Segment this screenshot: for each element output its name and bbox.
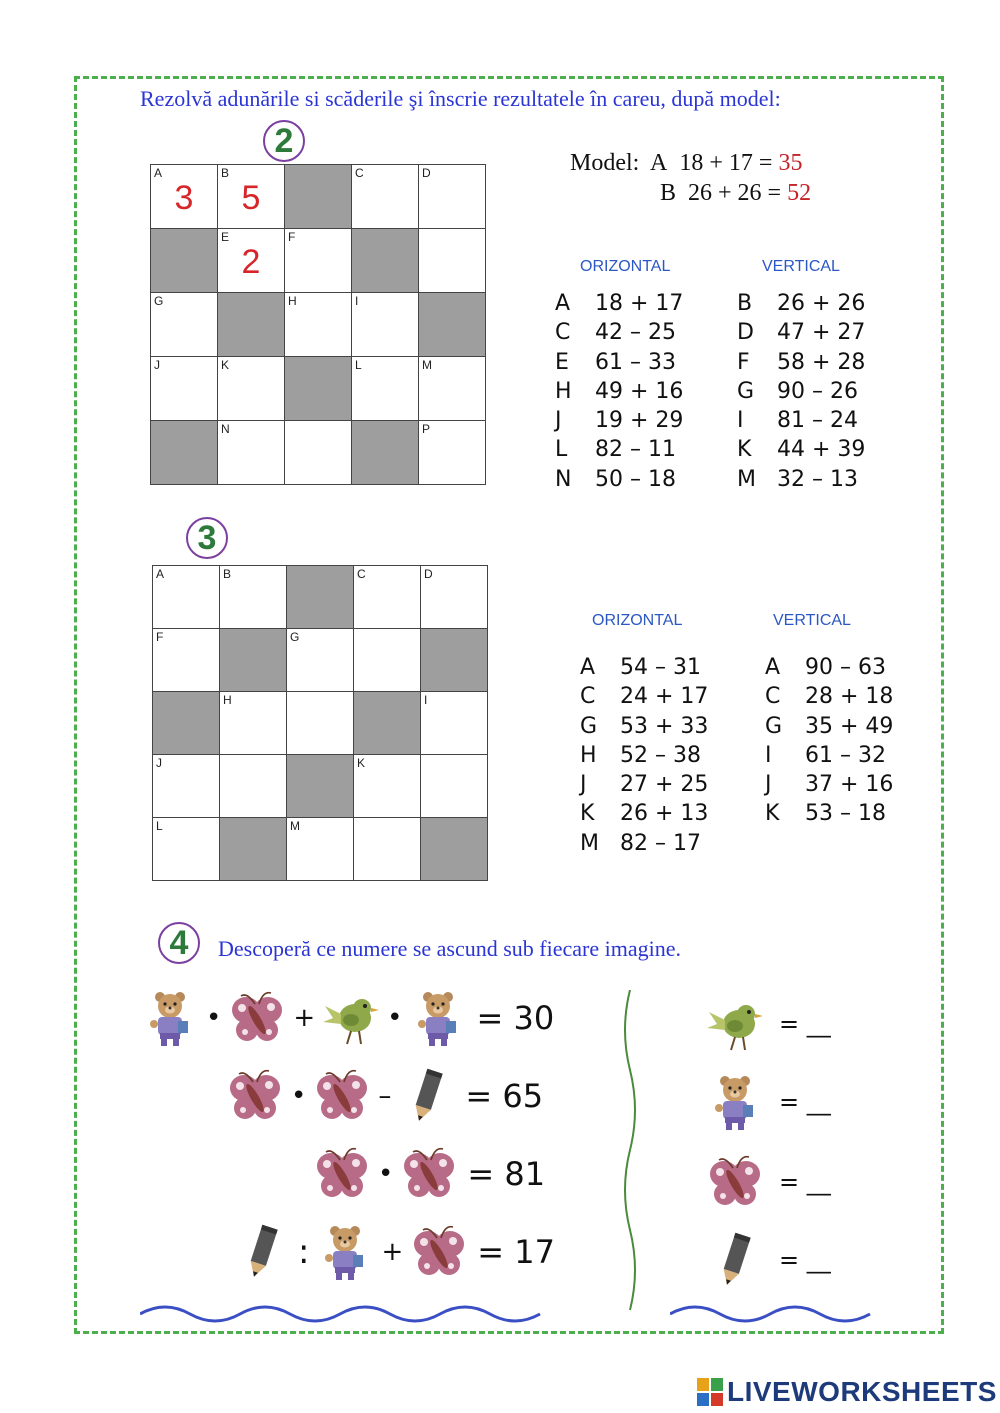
clue-expression: 52 – 38	[620, 742, 701, 768]
clue-item	[580, 770, 708, 799]
clue-letter: D	[737, 320, 754, 346]
grid3-cell	[421, 629, 488, 692]
grid3-cell[interactable]	[153, 566, 220, 629]
clue-expression: 90 – 26	[777, 378, 858, 404]
equation-3	[312, 1144, 545, 1204]
clue-expression: 53 – 18	[805, 801, 886, 827]
grid3-cell[interactable]	[220, 755, 287, 818]
cell-answer: 5	[241, 179, 261, 217]
cell-letter: F	[288, 230, 296, 244]
clue-expression: 28 + 18	[805, 684, 894, 710]
clue-letter: K	[737, 437, 752, 463]
answer-bear	[705, 1072, 831, 1132]
grid2-cell[interactable]	[218, 357, 285, 421]
grid2-cell[interactable]	[218, 165, 285, 229]
clue-item	[737, 377, 865, 406]
cell-letter: E	[221, 230, 230, 244]
clue-item	[580, 682, 708, 711]
grid2-cell[interactable]	[352, 293, 419, 357]
grid3-cell	[153, 692, 220, 755]
grid2-cell[interactable]	[151, 165, 218, 229]
grid3-cell[interactable]	[153, 629, 220, 692]
clue-item	[580, 653, 708, 682]
bear-icon	[140, 988, 200, 1048]
equation-3-result: = 81	[467, 1155, 546, 1193]
clue-letter: A	[580, 655, 596, 680]
grid3-cell[interactable]	[354, 818, 421, 881]
grid2-cell	[218, 293, 285, 357]
clue-expression: 61 – 32	[805, 742, 886, 768]
grid2-cell	[352, 421, 419, 485]
clue-letter: J	[580, 772, 587, 798]
clue-expression: 35 + 49	[805, 713, 894, 739]
cell-letter: D	[422, 166, 431, 180]
clue-letter: K	[580, 801, 595, 827]
clue-letter: M	[580, 830, 599, 856]
clue-item	[580, 799, 708, 828]
clue-expression: 37 + 16	[805, 772, 894, 798]
butterfly-icon	[225, 1066, 285, 1126]
pencil-icon	[397, 1066, 457, 1126]
clue-item	[555, 465, 683, 494]
model-result-a: 35	[778, 150, 803, 176]
operator-dot: •	[206, 1003, 222, 1033]
equation-4-result: = 17	[477, 1233, 555, 1271]
cell-answer: 3	[174, 179, 194, 217]
operator-plus: +	[293, 1003, 316, 1033]
operator-plus: +	[381, 1237, 404, 1267]
clue-letter: C	[765, 684, 781, 710]
grid3-cell	[287, 755, 354, 818]
equation-1-result: = 30	[476, 999, 555, 1037]
clue-letter: M	[737, 466, 756, 492]
grid3-cell	[354, 692, 421, 755]
model-line-b	[660, 180, 811, 207]
operator-dot: •	[291, 1081, 307, 1111]
butterfly-icon	[399, 1144, 459, 1204]
clue-expression: 90 – 63	[805, 655, 886, 680]
clue-letter: L	[555, 437, 568, 463]
logo-badge-icon	[697, 1378, 723, 1406]
grid2-cell	[285, 357, 352, 421]
cell-letter: H	[288, 294, 297, 308]
grid2-cell	[419, 293, 486, 357]
answer-butterfly	[705, 1152, 831, 1212]
cell-letter: H	[223, 693, 232, 707]
exercise-number-3: 3	[186, 517, 228, 559]
vertical-heading-2: VERTICAL	[762, 258, 840, 275]
pencil-icon	[232, 1222, 292, 1282]
grid2-cell[interactable]	[419, 421, 486, 485]
model-line-a	[570, 150, 802, 177]
bottom-wave-left	[140, 1300, 550, 1326]
cell-letter: J	[156, 756, 162, 770]
clue-expression: 32 – 13	[777, 466, 858, 492]
clue-expression: 61 – 33	[595, 349, 676, 375]
clue-item	[580, 829, 708, 858]
clue-expression: 26 + 26	[777, 291, 866, 316]
cell-letter: F	[156, 630, 164, 644]
grid3-cell[interactable]	[153, 755, 220, 818]
clue-item	[765, 682, 893, 711]
cell-letter: N	[221, 422, 230, 436]
clue-letter: J	[765, 772, 772, 798]
answer-pencil	[705, 1230, 831, 1290]
grid3-cell	[220, 629, 287, 692]
exercise-4-instruction: Descoperă ce numere se ascund sub fiecare imagine.	[218, 936, 681, 961]
cell-letter: A	[154, 166, 163, 180]
grid3-cell[interactable]	[153, 818, 220, 881]
grid2-cell[interactable]	[419, 229, 486, 293]
clue-letter: G	[737, 378, 755, 404]
model-letter-a: A	[650, 150, 668, 176]
grid2-cell[interactable]	[285, 421, 352, 485]
cell-letter: I	[355, 294, 359, 308]
clue-letter: K	[765, 801, 780, 827]
cell-answer: 2	[241, 243, 261, 281]
orizontal-clues-2	[555, 289, 683, 494]
grid3-cell[interactable]	[220, 692, 287, 755]
orizontal-clues-3	[580, 653, 708, 858]
equation-1	[140, 988, 554, 1048]
equation-2	[225, 1066, 543, 1126]
clue-expression: 81 – 24	[777, 408, 858, 434]
clue-expression: 82 – 17	[620, 830, 701, 856]
cell-letter: G	[154, 294, 164, 308]
operator-colon: :	[298, 1232, 310, 1272]
vertical-heading-3: VERTICAL	[773, 612, 851, 629]
grid2-cell[interactable]	[285, 293, 352, 357]
clue-letter: I	[737, 408, 744, 434]
equation-4	[232, 1222, 555, 1282]
clue-item	[555, 348, 683, 377]
clue-expression: 19 + 29	[595, 408, 684, 434]
clue-letter: E	[555, 349, 569, 375]
grid3-cell	[220, 818, 287, 881]
grid2-cell	[352, 229, 419, 293]
clue-item	[737, 348, 865, 377]
cell-letter: K	[357, 756, 366, 770]
grid2-cell[interactable]	[151, 293, 218, 357]
exercise-number-4: 4	[158, 922, 200, 964]
clue-expression: 42 – 25	[595, 320, 676, 346]
grid3-cell	[287, 566, 354, 629]
grid2-cell[interactable]	[285, 229, 352, 293]
vertical-clues-3	[765, 653, 893, 829]
clue-letter: B	[737, 291, 753, 316]
grid2-cell[interactable]	[419, 357, 486, 421]
pencil-icon	[705, 1230, 765, 1290]
clue-item	[737, 435, 865, 464]
clue-item	[737, 318, 865, 347]
clue-item	[765, 741, 893, 770]
operator-dot: •	[378, 1159, 394, 1189]
clue-expression: 47 + 27	[777, 320, 866, 346]
grid2-cell	[285, 165, 352, 229]
grid3-cell[interactable]	[287, 818, 354, 881]
cell-letter: M	[290, 819, 300, 833]
clue-letter: A	[765, 655, 781, 680]
grid3-cell	[421, 818, 488, 881]
grid3-cell[interactable]	[421, 755, 488, 818]
cell-letter: L	[355, 358, 362, 372]
clue-item	[765, 653, 893, 682]
grid3-cell[interactable]	[354, 629, 421, 692]
grid2-cell	[151, 229, 218, 293]
clue-expression: 24 + 17	[620, 684, 709, 710]
grid2-cell[interactable]	[218, 229, 285, 293]
butterfly-icon	[227, 988, 287, 1048]
cell-letter: I	[424, 693, 428, 707]
grid2-cell[interactable]	[419, 165, 486, 229]
grid3-cell[interactable]	[287, 629, 354, 692]
clue-expression: 27 + 25	[620, 772, 709, 798]
cell-letter: C	[357, 567, 366, 581]
grid2-cell	[151, 421, 218, 485]
grid3-cell[interactable]	[421, 692, 488, 755]
answer-pencil-blank[interactable]: = __	[779, 1246, 831, 1274]
exercise-number-2: 2	[263, 120, 305, 162]
model-result-b: 52	[787, 180, 812, 206]
crossword-grid-3	[152, 565, 488, 881]
answer-bird	[705, 994, 831, 1054]
clue-expression: 58 + 28	[777, 349, 866, 375]
bird-icon	[321, 988, 381, 1048]
clue-letter: H	[555, 378, 572, 404]
clue-item	[765, 770, 893, 799]
answer-butterfly-blank[interactable]: = __	[779, 1168, 831, 1196]
grid3-cell[interactable]	[421, 566, 488, 629]
cell-letter: M	[422, 358, 432, 372]
grid3-cell[interactable]	[287, 692, 354, 755]
clue-letter: A	[555, 291, 571, 316]
clue-letter: G	[765, 713, 783, 739]
clue-letter: C	[555, 320, 571, 346]
model-letter-b: B	[660, 180, 677, 206]
butterfly-icon	[312, 1066, 372, 1126]
clue-item	[555, 289, 683, 318]
orizontal-heading-2: ORIZONTAL	[580, 258, 671, 275]
butterfly-icon	[409, 1222, 469, 1282]
clue-item	[555, 406, 683, 435]
cell-letter: K	[221, 358, 230, 372]
clue-letter: I	[765, 742, 772, 768]
clue-item	[737, 289, 865, 318]
cell-letter: B	[221, 166, 230, 180]
vertical-clues-2	[737, 289, 865, 494]
operator-minus: –	[378, 1081, 392, 1111]
liveworksheets-logo[interactable]	[697, 1376, 997, 1408]
clue-expression: 49 + 16	[595, 378, 684, 404]
clue-item	[555, 318, 683, 347]
grid3-cell[interactable]	[354, 566, 421, 629]
clue-letter: N	[555, 466, 572, 492]
cell-letter: J	[154, 358, 160, 372]
clue-expression: 26 + 13	[620, 801, 709, 827]
clue-letter: C	[580, 684, 596, 710]
cell-letter: A	[156, 567, 165, 581]
orizontal-heading-3: ORIZONTAL	[592, 612, 683, 629]
cell-letter: P	[422, 422, 431, 436]
grid2-cell[interactable]	[218, 421, 285, 485]
clue-item	[737, 465, 865, 494]
wavy-divider	[618, 990, 642, 1330]
butterfly-icon	[705, 1152, 765, 1212]
clue-item	[765, 712, 893, 741]
grid3-cell[interactable]	[220, 566, 287, 629]
clue-item	[765, 799, 893, 828]
clue-expression: 18 + 17	[595, 291, 684, 316]
bear-icon	[705, 1072, 765, 1132]
model-expr-b: 26 + 26 =	[688, 180, 782, 206]
cell-letter: C	[355, 166, 364, 180]
clue-item	[555, 377, 683, 406]
answer-bear-blank[interactable]: = __	[779, 1088, 831, 1116]
clue-letter: J	[555, 408, 562, 434]
logo-text: LIVEWORKSHEETS	[727, 1376, 997, 1407]
clue-item	[555, 435, 683, 464]
grid2-cell[interactable]	[352, 357, 419, 421]
answer-bird-blank[interactable]: = __	[779, 1010, 831, 1038]
butterfly-icon	[312, 1144, 372, 1204]
page-instruction: Rezolvă adunările si scăderile şi înscrie rezultatele în careu, după model:	[140, 86, 781, 111]
clue-expression: 50 – 18	[595, 466, 676, 492]
cell-letter: D	[424, 567, 433, 581]
grid3-cell[interactable]	[354, 755, 421, 818]
cell-letter: B	[223, 567, 232, 581]
grid2-cell[interactable]	[151, 357, 218, 421]
clue-letter: F	[737, 349, 750, 375]
clue-item	[580, 712, 708, 741]
clue-expression: 82 – 11	[595, 437, 676, 463]
clue-item	[737, 406, 865, 435]
grid2-cell[interactable]	[352, 165, 419, 229]
cell-letter: L	[156, 819, 163, 833]
clue-letter: H	[580, 742, 597, 768]
cell-letter: G	[290, 630, 300, 644]
bird-icon	[705, 994, 765, 1054]
bottom-wave-right	[670, 1300, 895, 1326]
crossword-grid-2	[150, 164, 486, 485]
clue-letter: G	[580, 713, 598, 739]
bear-icon	[315, 1222, 375, 1282]
operator-dot: •	[387, 1003, 403, 1033]
clue-item	[580, 741, 708, 770]
model-label: Model:	[570, 150, 640, 176]
model-expr-a: 18 + 17 =	[679, 150, 773, 176]
clue-expression: 54 – 31	[620, 655, 701, 680]
equation-2-result: = 65	[465, 1077, 544, 1115]
clue-expression: 53 + 33	[620, 713, 709, 739]
bear-icon	[408, 988, 468, 1048]
clue-expression: 44 + 39	[777, 437, 866, 463]
